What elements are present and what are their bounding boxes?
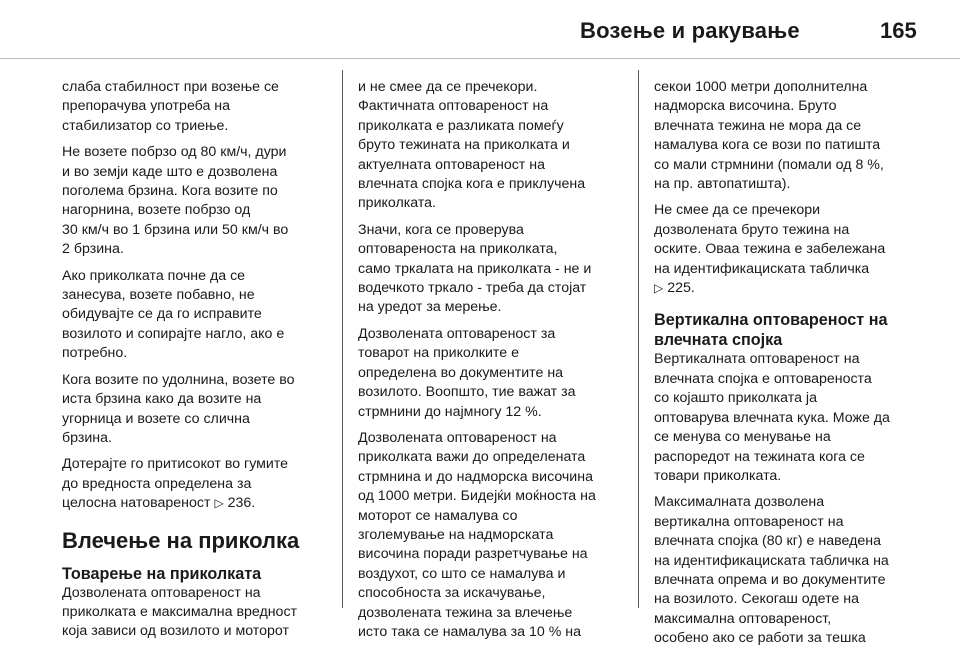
text-column-1 <box>62 78 332 640</box>
triangle-right-icon: ▷ <box>654 281 664 296</box>
paragraph: секои 1000 метри дополнителна надморска височина. Бруто влечната тежина не мора да се намалува кога се вози по патишта со мали стрмнини (помали од 8 %, на пр. автопатишта). <box>654 79 884 193</box>
text-column-3 <box>654 78 926 647</box>
page-number: 165 <box>880 18 917 43</box>
page-reference-link[interactable]: 236. <box>227 495 256 512</box>
column-divider-right <box>638 70 639 608</box>
paragraph: слаба стабилност при возење се препорачува употреба на стабилизатор со триење. <box>62 79 279 134</box>
header-divider <box>0 58 960 59</box>
paragraph: Дозволената оптовареност на приколката важи до определената стрмнина и до надморска височина од 1000 метри. Бидејќи моќноста на моторот се намалува со зголемување на надморската височина поради разретчување на воздухот, со што се намалува и способноста за искачување, дозволената тежина за влечење исто така се намалува за 10 % на <box>358 429 596 640</box>
text-column-2 <box>358 78 628 640</box>
paragraph: Не возете побрзо од 80 км/ч, дури и во земји каде што е дозволена поголема брзина. Кога возите по нагорнина, возете побрзо од 30 км/ч во 1 брзина или 50 км/ч во 2 брзина. <box>62 144 289 258</box>
paragraph: Вертикалната оптовареност на влечната спојка е оптовареноста со којашто приколката ја оптоварува влечната кука. Може да се менува со менување на распоредот на тежината кога се товари приколката. <box>654 351 890 484</box>
paragraph-with-reference <box>62 455 332 513</box>
paragraph: и не смее да се пречекори. Фактичната оптовареност на приколката е разликата помеѓу бруто тежината на приколката и актуелната оптовареност на влечната спојка кога е приклучена приколката. <box>358 79 586 212</box>
paragraph: Кога возите по удолнина, возете во иста брзина како да возите на угорница и возете со слична брзина. <box>62 371 295 446</box>
paragraph: Значи, кога се проверува оптовареноста на приколката, само тркалата на приколката - не и водечкото тркало - треба да стојат на уредот за мерење. <box>358 221 592 316</box>
section-heading: Влечење на приколка <box>62 527 300 553</box>
page-reference-link[interactable]: 225. <box>667 280 695 297</box>
paragraph-text: Не смее да се пречекори дозволената бруто тежина на оските. Оваа тежина е забележана на идентификациската табличка <box>654 202 886 277</box>
subsection-heading: Вертикална оптовареност на влечната спојка <box>654 311 888 350</box>
paragraph: Ако приколката почне да се занесува, возете побавно, не обидувајте се да го исправите возилото и сопирајте нагло, ако е потребно. <box>62 267 285 362</box>
paragraph-with-reference <box>654 201 926 298</box>
triangle-right-icon: ▷ <box>214 496 224 511</box>
subsection-heading: Товарење на приколката <box>62 564 262 583</box>
paragraph: Дозволената оптовареност на приколката е максимална вредност која зависи од возилото и моторот <box>62 584 298 640</box>
paragraph: Максималната дозволена вертикална оптовареност на влечната спојка (80 кг) е наведена на идентификациската табличка на влечната опрема и во документите на возилото. Секогаш одете на максимална оптовареност, особено ако се работи за тешка <box>654 494 889 647</box>
column-divider-left <box>342 70 343 608</box>
page-header-title: Возење и ракување <box>580 18 800 43</box>
paragraph: Дозволената оптовареност за товарот на приколките е определена во документите на возилото. Воопшто, тие важат за стрмнини до најмногу 12 %. <box>358 325 576 420</box>
paragraph-text: Дотерајте го притисокот во гумите до вредноста определена за целосна натовареност <box>62 456 289 512</box>
